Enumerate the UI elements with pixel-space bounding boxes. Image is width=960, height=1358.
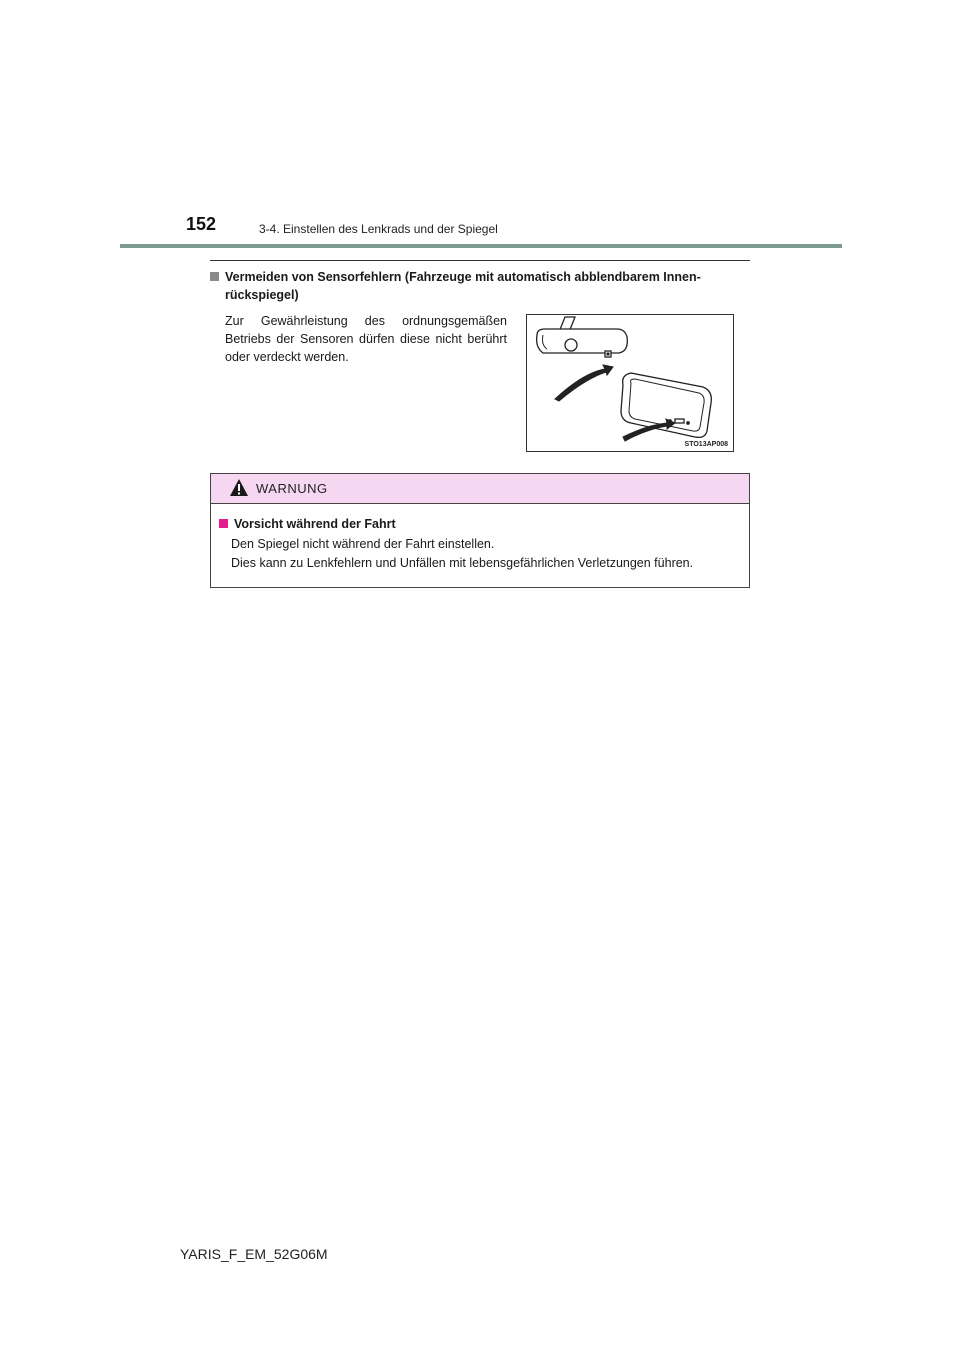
figure-code: STO13AP008 [684,441,728,448]
square-bullet-icon [219,519,228,528]
warning-header [211,474,749,504]
warning-item-text: Vorsicht während der Fahrt [234,517,396,531]
section-heading-line2: rückspiegel) [225,288,299,302]
square-bullet-icon [210,272,219,281]
page-number: 152 [186,214,217,234]
document-code: YARIS_F_EM_52G06M [180,1246,328,1262]
mirror-illustration [526,314,734,452]
warning-item-title [219,517,396,531]
section-heading-line1: Vermeiden von Sensorfehlern (Fahrzeuge mit automatisch abblendbarem Innen- [225,270,701,284]
rear-mirror-shape [537,317,628,357]
warning-box [210,473,750,588]
warning-triangle-icon [229,478,249,497]
warning-label: WARNUNG [256,481,328,496]
warning-text-line: Den Spiegel nicht während der Fahrt einstellen. [231,537,495,551]
mirror-drawing [527,315,733,451]
warning-text-line: Dies kann zu Lenkfehlern und Unfällen mit lebensgefährlichen Verletzungen führen. [231,556,694,570]
section-heading [210,268,750,304]
header-rule [120,244,842,248]
front-mirror-shape [621,373,711,437]
section-title: 3-4. Einstellen des Lenkrads und der Spiegel [259,222,498,236]
section-body-text: Zur Gewährleistung des ordnungsgemäßen Betriebs der Sensoren dürfen diese nicht berührt oder verdeckt werden. [225,314,507,364]
content-divider [210,260,750,261]
